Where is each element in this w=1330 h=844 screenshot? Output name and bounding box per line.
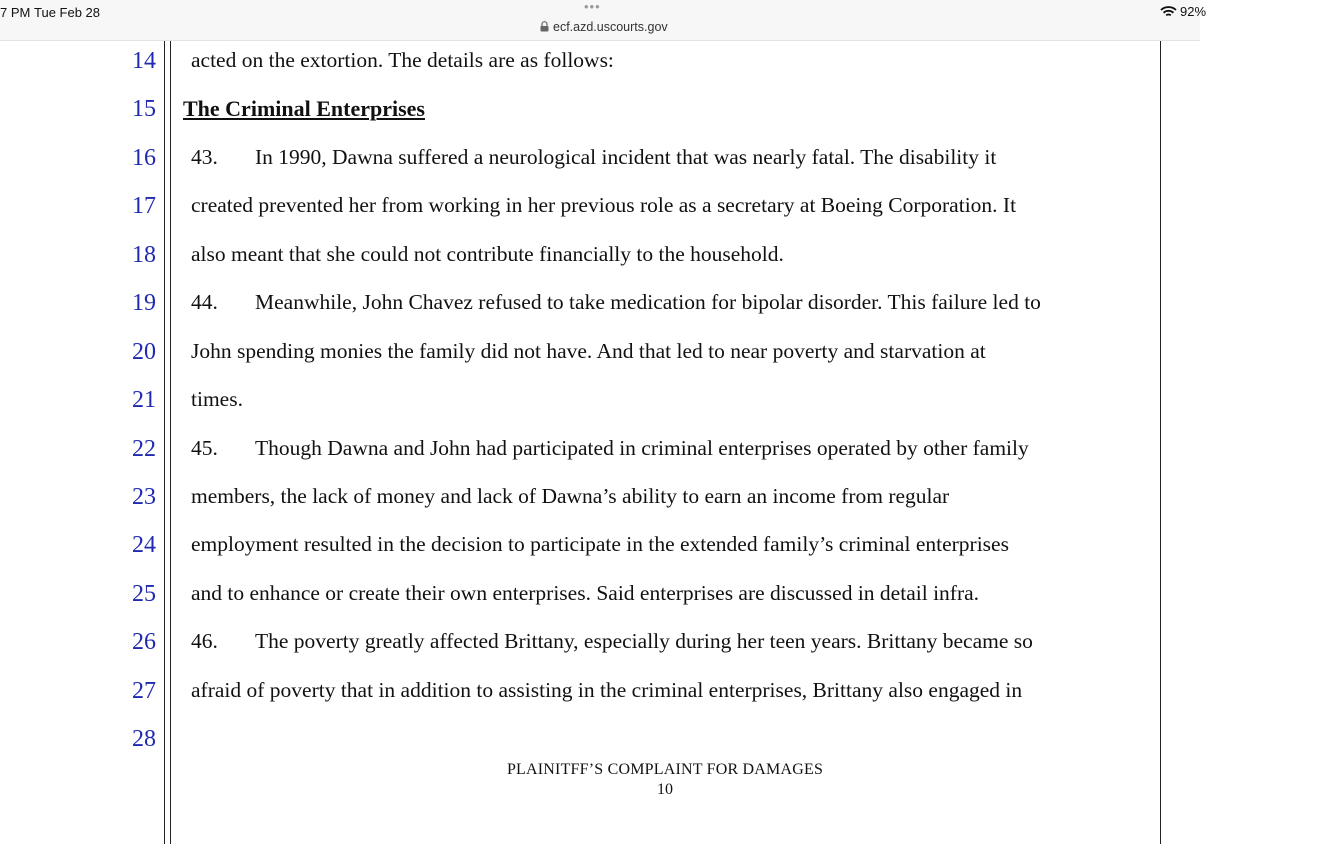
line-number: 17 (132, 193, 156, 219)
paragraph-number: 44. (191, 290, 218, 314)
line-number: 26 (132, 629, 156, 655)
text-line: acted on the extortion. The details are as follows: (191, 48, 614, 72)
left-margin-rule-inner (170, 41, 171, 844)
tab-overflow-dots[interactable]: ••• (584, 0, 601, 14)
text-line: In 1990, Dawna suffered a neurological incident that was nearly fatal. The disability it (255, 145, 997, 169)
line-number: 27 (132, 678, 156, 704)
line-number: 21 (132, 387, 156, 413)
address-bar-url: ecf.azd.uscourts.gov (553, 20, 668, 34)
document-footer-title: PLAINITFF’S COMPLAINT FOR DAMAGES (506, 761, 824, 778)
paragraph-number: 45. (191, 436, 218, 460)
line-number: 22 (132, 436, 156, 462)
pleading-page (0, 41, 1200, 844)
paragraph-number: 46. (191, 629, 218, 653)
line-number: 24 (132, 532, 156, 558)
text-line: also meant that she could not contribute financially to the household. (191, 242, 784, 266)
line-number: 20 (132, 339, 156, 365)
status-time: 7 PM (0, 5, 31, 20)
line-number: 23 (132, 484, 156, 510)
text-line: employment resulted in the decision to participate in the extended family’s criminal enterprises (191, 532, 1009, 556)
battery-level: 92% (1180, 4, 1207, 19)
text-line: John spending monies the family did not have. And that led to near poverty and starvation at (191, 339, 986, 363)
text-line: created prevented her from working in her previous role as a secretary at Boeing Corporation. It (191, 193, 1017, 217)
status-date: Tue Feb 28 (34, 5, 101, 20)
right-margin-rule (1160, 41, 1161, 844)
paragraph-46-first-line (191, 631, 1033, 653)
text-line: and to enhance or create their own enterprises. Said enterprises are discussed in detail infra. (191, 581, 980, 605)
address-bar[interactable] (540, 20, 668, 35)
paragraph-45-first-line (191, 438, 1029, 460)
paragraph-44-first-line (191, 292, 1041, 314)
left-margin-rule (164, 41, 165, 844)
text-line: times. (191, 387, 243, 411)
line-number: 28 (132, 726, 156, 752)
paragraph-43-first-line (191, 147, 996, 169)
page-number: 10 (657, 781, 673, 798)
line-number: 14 (132, 48, 156, 74)
text-line: The poverty greatly affected Brittany, especially during her teen years. Brittany became so (255, 629, 1033, 653)
lock-icon (540, 21, 549, 35)
section-heading: The Criminal Enterprises (183, 96, 425, 121)
text-line: members, the lack of money and lack of Dawna’s ability to earn an income from regular (191, 484, 950, 508)
text-line: Though Dawna and John had participated in criminal enterprises operated by other family (255, 436, 1029, 460)
browser-status-bar (0, 0, 1207, 41)
text-line: Meanwhile, John Chavez refused to take medication for bipolar disorder. This failure led to (255, 290, 1041, 314)
line-number: 16 (132, 145, 156, 171)
line-number: 25 (132, 581, 156, 607)
paragraph-number: 43. (191, 145, 218, 169)
line-number: 15 (132, 96, 156, 122)
line-number: 18 (132, 242, 156, 268)
line-number: 19 (132, 290, 156, 316)
text-line: afraid of poverty that in addition to assisting in the criminal enterprises, Brittany also engaged in (191, 678, 1023, 702)
wifi-icon (1160, 5, 1177, 23)
